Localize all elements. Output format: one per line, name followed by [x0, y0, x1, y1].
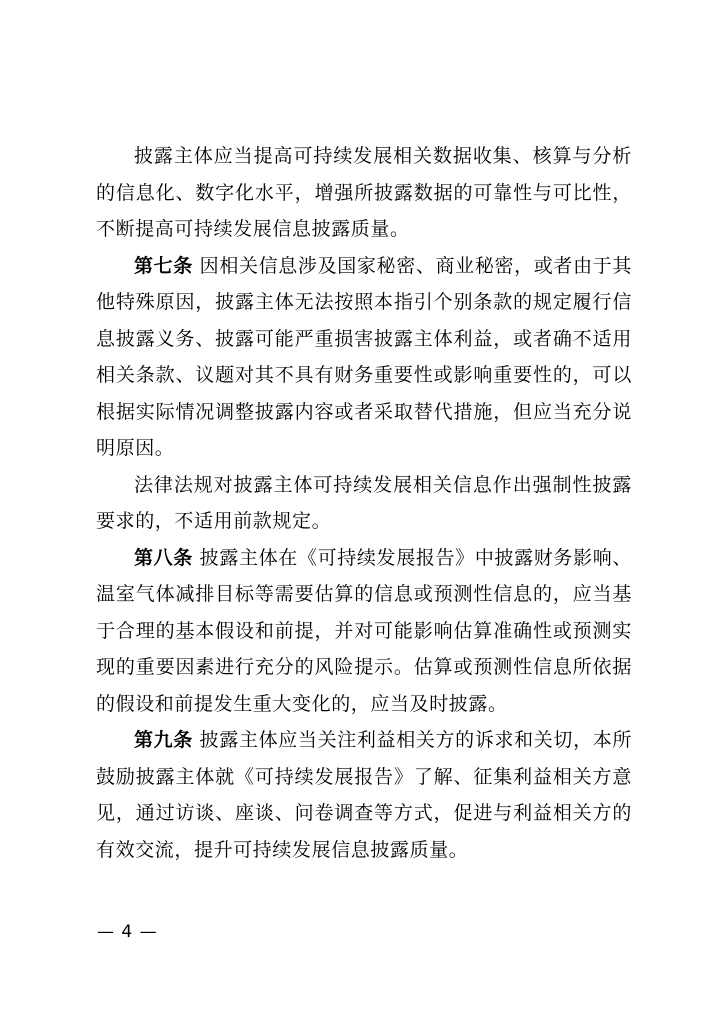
paragraph	[96, 467, 632, 540]
paragraph-text: 因相关信息涉及国家秘密、商业秘密，或者由于其他特殊原因，披露主体无法按照本指引个别条款的规定履行信息披露义务、披露可能严重损害披露主体利益，或者确不适用相关条款、议题对其不具有财务重要性或影响重要性的，可以根据实际情况调整披露内容或者采取替代措施，但应当充分说明原因。	[96, 254, 632, 459]
paragraph-article-8	[96, 540, 632, 723]
document-body	[96, 138, 632, 868]
paragraph-article-7	[96, 248, 632, 467]
page-number: — 4 —	[97, 922, 158, 942]
paragraph-text: 法律法规对披露主体可持续发展相关信息作出强制性披露要求的，不适用前款规定。	[96, 473, 632, 532]
paragraph	[96, 138, 632, 248]
paragraph-text: 披露主体应当关注利益相关方的诉求和关切，本所鼓励披露主体就《可持续发展报告》了解、征集利益相关方意见，通过访谈、座谈、问卷调查等方式，促进与利益相关方的有效交流，提升可持续发展信息披露质量。	[96, 729, 632, 861]
article-heading: 第七条	[134, 254, 193, 277]
paragraph-text: 披露主体应当提高可持续发展相关数据收集、核算与分析的信息化、数字化水平，增强所披露数据的可靠性与可比性，不断提高可持续发展信息披露质量。	[96, 145, 632, 240]
article-heading: 第九条	[134, 729, 193, 751]
article-heading: 第八条	[134, 546, 193, 569]
paragraph-text: 披露主体在《可持续发展报告》中披露财务影响、温室气体减排目标等需要估算的信息或预测性信息的，应当基于合理的基本假设和前提，并对可能影响估算准确性或预测实现的重要因素进行充分的风险提示。估算或预测性信息所依据的假设和前提发生重大变化的，应当及时披露。	[96, 546, 632, 715]
paragraph-article-9	[96, 722, 632, 868]
